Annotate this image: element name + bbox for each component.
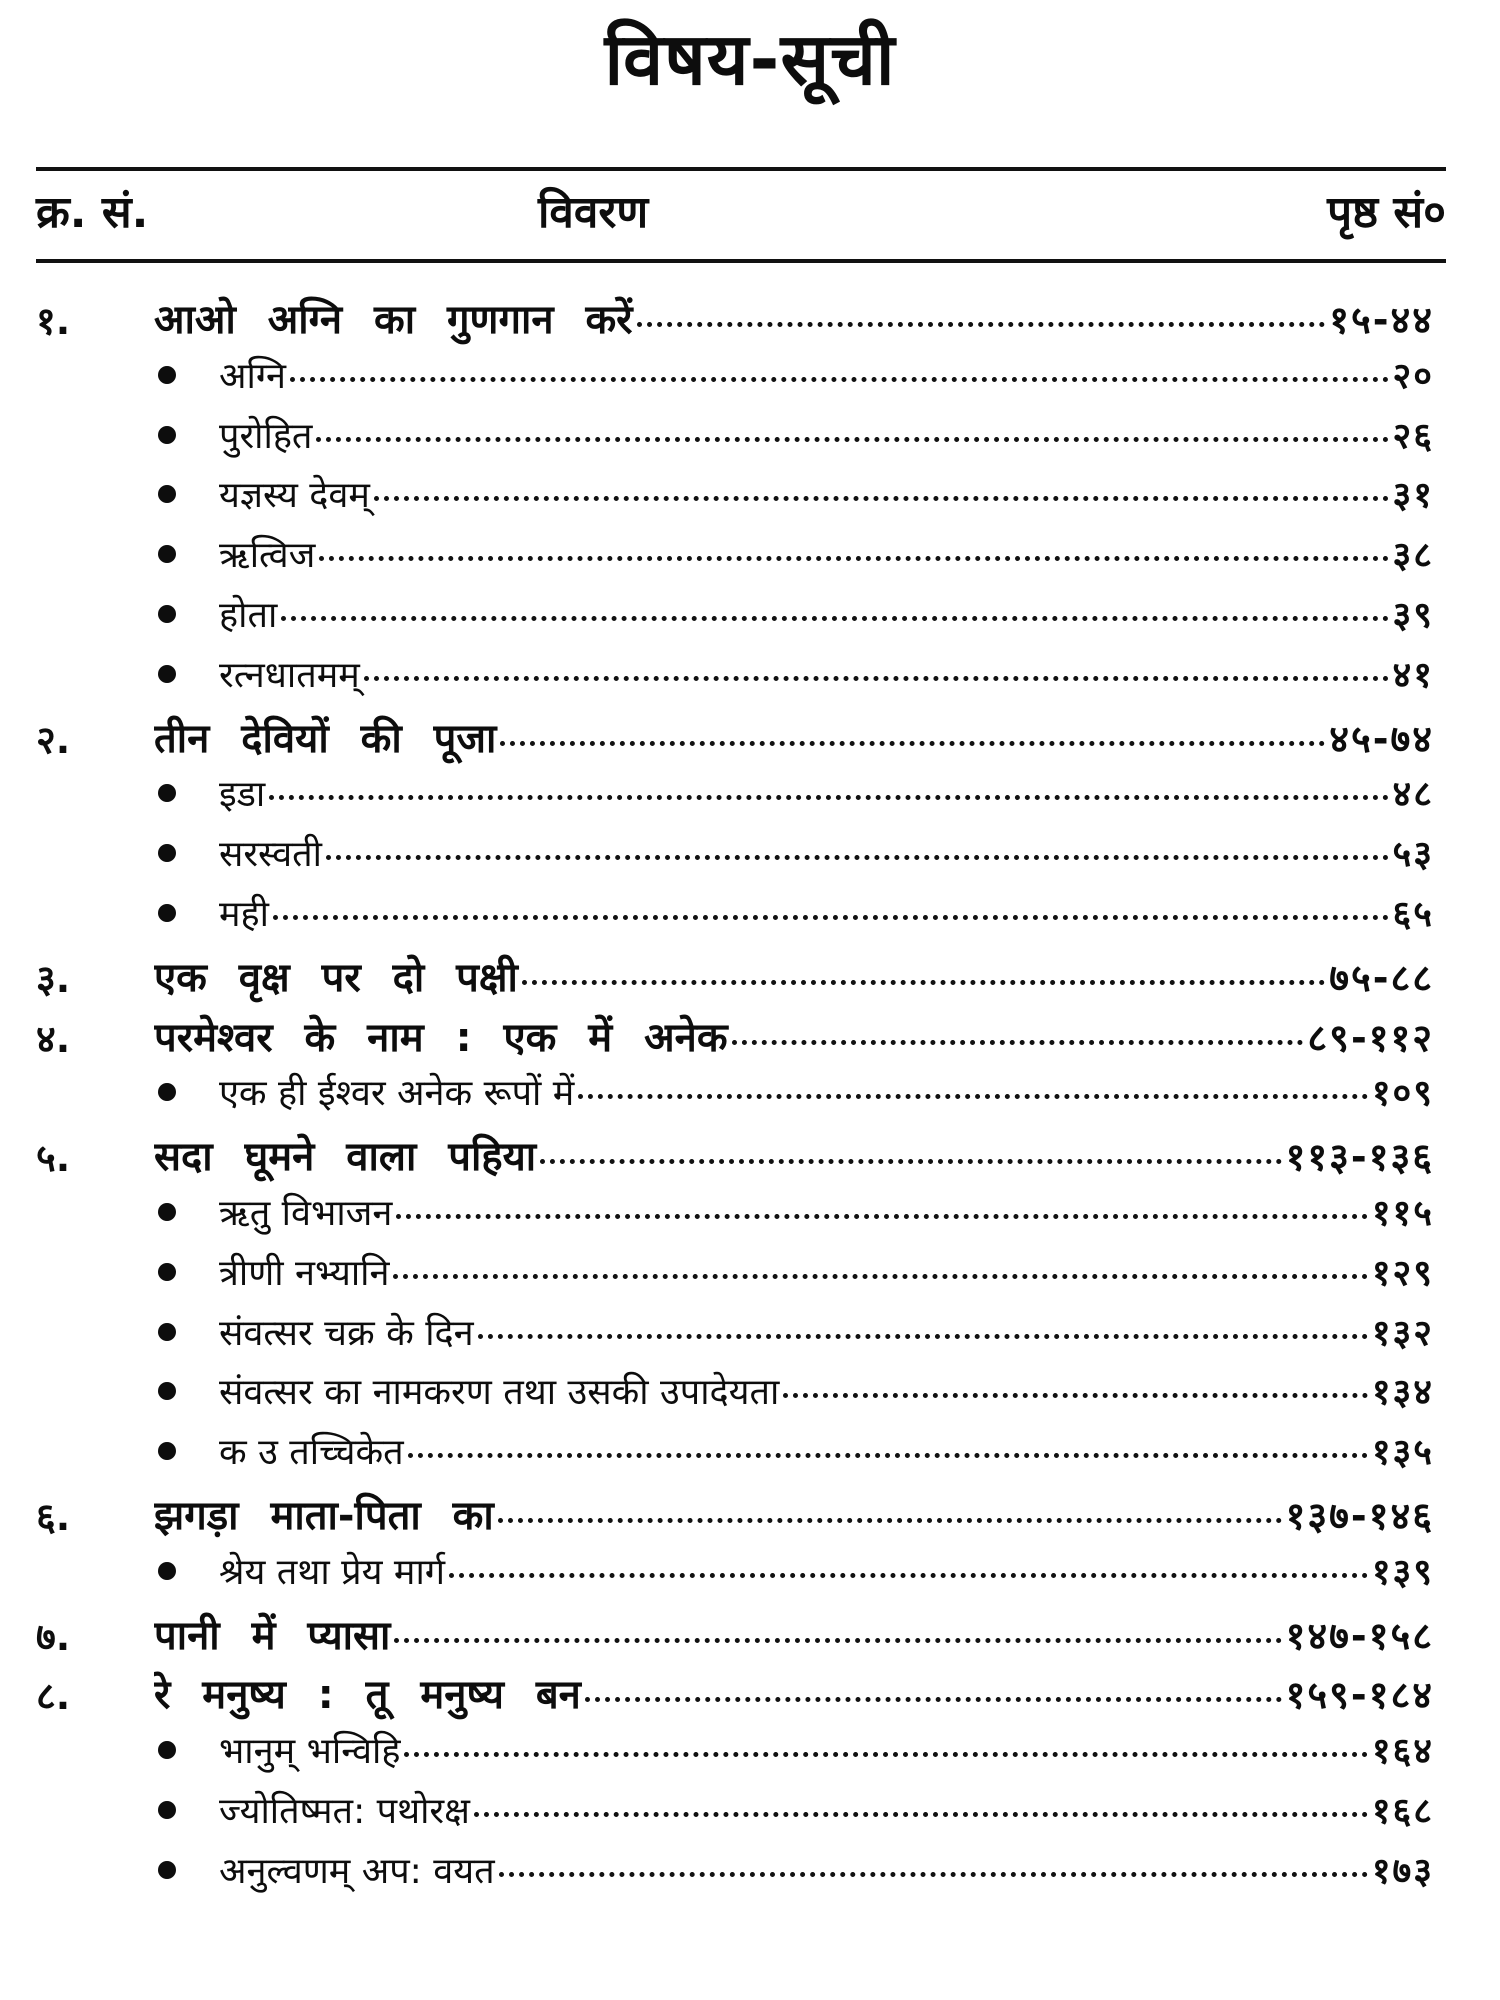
bullet-icon	[158, 426, 176, 444]
toc-subsection-row	[36, 649, 1446, 709]
dot-leader	[396, 1214, 1367, 1219]
toc-subsection-row	[36, 469, 1446, 529]
toc-entry	[219, 1725, 1434, 1774]
dot-leader	[404, 1752, 1367, 1757]
dot-leader	[281, 616, 1388, 621]
bullet-icon	[158, 1203, 176, 1221]
page-number: १३५	[1371, 1432, 1434, 1474]
page-number: १२९	[1371, 1252, 1434, 1294]
toc-chapter-row	[36, 948, 1446, 1008]
dot-leader	[474, 1812, 1368, 1817]
subsection-title: त्रीणी नभ्यानि	[219, 1252, 390, 1294]
page-number: १७३	[1371, 1850, 1434, 1892]
chapter-number: २.	[36, 717, 71, 762]
toc-subsection-row	[36, 410, 1446, 470]
page-number: ४१	[1392, 654, 1434, 696]
dot-leader	[269, 795, 1388, 800]
subsection-title: अग्नि	[219, 355, 286, 397]
chapter-title: झगड़ा माता-पिता का	[154, 1492, 494, 1539]
page-number: ८९-११२	[1307, 1015, 1434, 1060]
toc-entry	[154, 709, 1434, 764]
toc-subsection-row	[36, 529, 1446, 589]
page-number-header: पृष्ठ सं०	[1327, 187, 1446, 238]
dot-leader	[498, 1518, 1282, 1523]
subsection-title: ज्योतिष्मत: पथोरक्ष	[219, 1790, 470, 1832]
dot-leader	[273, 915, 1389, 920]
page-number: १०९	[1371, 1073, 1434, 1115]
bullet-icon	[158, 1382, 176, 1400]
bullet-icon	[158, 904, 176, 922]
chapter-number: ७.	[36, 1614, 71, 1659]
toc-subsection-row	[36, 1307, 1446, 1367]
toc-subsection-row	[36, 768, 1446, 828]
toc-entry	[154, 1486, 1434, 1541]
toc-subsection-row	[36, 1845, 1446, 1905]
toc-subsection-row	[36, 350, 1446, 410]
page-number: ६५	[1392, 893, 1434, 935]
dot-leader	[732, 1040, 1304, 1045]
dot-leader	[449, 1573, 1368, 1578]
subsection-title: रत्नधातमम्	[219, 654, 360, 696]
page-number: ११३-१३६	[1285, 1135, 1434, 1180]
page-number: ३९	[1392, 594, 1434, 636]
page-number: १३२	[1371, 1312, 1434, 1354]
dot-leader	[290, 377, 1389, 382]
chapter-title: सदा घूमने वाला पहिया	[154, 1134, 537, 1181]
chapter-number: ३.	[36, 956, 71, 1001]
toc-subsection-row	[36, 1366, 1446, 1426]
chapter-title: पानी में प्यासा	[154, 1612, 391, 1659]
subsection-title: यज्ञस्य देवम्	[219, 475, 370, 517]
bullet-icon	[158, 665, 176, 683]
toc-entry	[219, 469, 1434, 518]
page-number: ११५	[1371, 1192, 1434, 1234]
toc-entry	[154, 1008, 1434, 1063]
bullet-icon	[158, 1741, 176, 1759]
dot-leader	[326, 855, 1389, 860]
subsection-title: होता	[219, 594, 278, 636]
header-bottom-rule	[36, 259, 1446, 263]
subsection-title: श्रेय तथा प्रेय मार्ग	[219, 1551, 446, 1593]
toc-entry	[219, 410, 1434, 459]
subsection-title: ऋत्विज	[219, 535, 316, 577]
page-number: १३९	[1371, 1551, 1434, 1593]
subsection-title: संवत्सर चक्र के दिन	[219, 1312, 474, 1354]
toc-list	[36, 290, 1446, 1905]
chapter-title: तीन देवियों की पूजा	[154, 715, 497, 762]
subsection-title: भानुम् भन्विहि	[219, 1731, 401, 1773]
subsection-title: मही	[219, 893, 269, 935]
bullet-icon	[158, 605, 176, 623]
dot-leader	[540, 1159, 1282, 1164]
page-number: ४५-७४	[1329, 716, 1434, 761]
page-number: १६८	[1371, 1790, 1434, 1832]
subsection-title: पुरोहित	[219, 415, 313, 457]
bullet-icon	[158, 1801, 176, 1819]
toc-entry	[154, 948, 1434, 1003]
toc-subsection-row	[36, 1546, 1446, 1606]
subsection-title: इडा	[219, 774, 266, 816]
bullet-icon	[158, 1861, 176, 1879]
bullet-icon	[158, 366, 176, 384]
toc-entry	[154, 1606, 1434, 1661]
page-number: १५९-१८४	[1285, 1673, 1434, 1718]
page-number: ७५-८८	[1329, 955, 1434, 1000]
toc-entry	[219, 1307, 1434, 1356]
dot-leader	[364, 676, 1389, 681]
chapter-number: ५.	[36, 1136, 71, 1181]
toc-subsection-row	[36, 589, 1446, 649]
page-number: २६	[1392, 415, 1434, 457]
toc-entry	[219, 1845, 1434, 1894]
page-number: १३४	[1371, 1372, 1434, 1414]
chapter-title: आओ अग्नि का गुणगान करें	[154, 297, 633, 343]
dot-leader	[319, 556, 1388, 561]
toc-entry	[219, 1546, 1434, 1595]
toc-subsection-row	[36, 1426, 1446, 1486]
toc-entry	[219, 1426, 1434, 1475]
bullet-icon	[158, 1263, 176, 1281]
dot-leader	[499, 1872, 1368, 1877]
dot-leader	[578, 1094, 1367, 1099]
toc-chapter-row	[36, 709, 1446, 769]
dot-leader	[783, 1393, 1367, 1398]
toc-entry	[219, 350, 1434, 399]
dot-leader	[637, 322, 1326, 327]
toc-subsection-row	[36, 828, 1446, 888]
subsection-title: अनुल्वणम् अप: वयत	[219, 1850, 495, 1892]
dot-leader	[394, 1638, 1281, 1643]
dot-leader	[393, 1274, 1367, 1279]
toc-chapter-row	[36, 1486, 1446, 1546]
page-number: ३८	[1392, 535, 1434, 577]
toc-entry	[219, 888, 1434, 937]
chapter-number: १.	[36, 299, 71, 343]
chapter-title: एक वृक्ष पर दो पक्षी	[154, 954, 518, 1001]
bullet-icon	[158, 1562, 176, 1580]
toc-entry	[219, 529, 1434, 578]
dot-leader	[374, 496, 1389, 501]
toc-chapter-row	[36, 1665, 1446, 1725]
bullet-icon	[158, 784, 176, 802]
toc-entry	[219, 768, 1434, 817]
bullet-icon	[158, 545, 176, 563]
toc-subsection-row	[36, 1785, 1446, 1845]
bullet-icon	[158, 1083, 176, 1101]
toc-subsection-row	[36, 888, 1446, 948]
toc-subsection-row	[36, 1067, 1446, 1127]
chapter-number: ४.	[36, 1016, 71, 1061]
toc-entry	[219, 649, 1434, 698]
subsection-title: सरस्वती	[219, 834, 322, 876]
toc-entry	[219, 1785, 1434, 1834]
dot-leader	[585, 1697, 1282, 1702]
toc-subsection-row	[36, 1725, 1446, 1785]
toc-entry	[219, 1187, 1434, 1236]
subsection-title: ऋतु विभाजन	[219, 1192, 393, 1234]
toc-chapter-row	[36, 1127, 1446, 1187]
toc-chapter-row	[36, 1606, 1446, 1666]
bullet-icon	[158, 844, 176, 862]
page-number: १६४	[1371, 1731, 1434, 1773]
chapter-number: ८.	[36, 1674, 71, 1719]
page-number: ३१	[1392, 475, 1434, 517]
subsection-title: एक ही ईश्वर अनेक रूपों में	[219, 1073, 575, 1115]
toc-entry	[154, 1127, 1434, 1182]
page-number: २०	[1392, 355, 1434, 397]
toc-entry	[154, 290, 1434, 345]
subsection-title: संवत्सर का नामकरण तथा उसकी उपादेयता	[219, 1372, 780, 1414]
subsection-title: क उ तच्चिकेत	[219, 1432, 404, 1474]
description-header: विवरण	[538, 187, 649, 238]
top-rule	[36, 167, 1446, 171]
dot-leader	[522, 980, 1325, 985]
chapter-number: ६.	[36, 1494, 71, 1539]
toc-chapter-row	[36, 1008, 1446, 1068]
toc-subsection-row	[36, 1247, 1446, 1307]
serial-number-header: क्र. सं.	[36, 187, 149, 238]
chapter-title: रे मनुष्य : तू मनुष्य बन	[154, 1672, 581, 1719]
dot-leader	[408, 1453, 1368, 1458]
page-number: १३७-१४६	[1285, 1493, 1434, 1538]
bullet-icon	[158, 1442, 176, 1460]
toc-entry	[219, 828, 1434, 877]
toc-subsection-row	[36, 1187, 1446, 1247]
bullet-icon	[158, 1323, 176, 1341]
toc-entry	[219, 1067, 1434, 1116]
toc-entry	[219, 1366, 1434, 1415]
page-number: १४७-१५८	[1285, 1613, 1434, 1658]
bullet-icon	[158, 485, 176, 503]
page-number: १५-४४	[1329, 298, 1434, 342]
table-header	[36, 180, 1446, 244]
page-number: ५३	[1392, 834, 1434, 876]
toc-entry	[219, 1247, 1434, 1296]
chapter-title: परमेश्वर के नाम : एक में अनेक	[154, 1014, 728, 1061]
dot-leader	[478, 1334, 1368, 1339]
page-number: ४८	[1392, 774, 1434, 816]
toc-entry	[219, 589, 1434, 638]
toc-chapter-row	[36, 290, 1446, 350]
dot-leader	[500, 741, 1325, 746]
dot-leader	[316, 437, 1388, 442]
page-title: विषय-सूची	[604, 17, 896, 101]
toc-entry	[154, 1665, 1434, 1720]
